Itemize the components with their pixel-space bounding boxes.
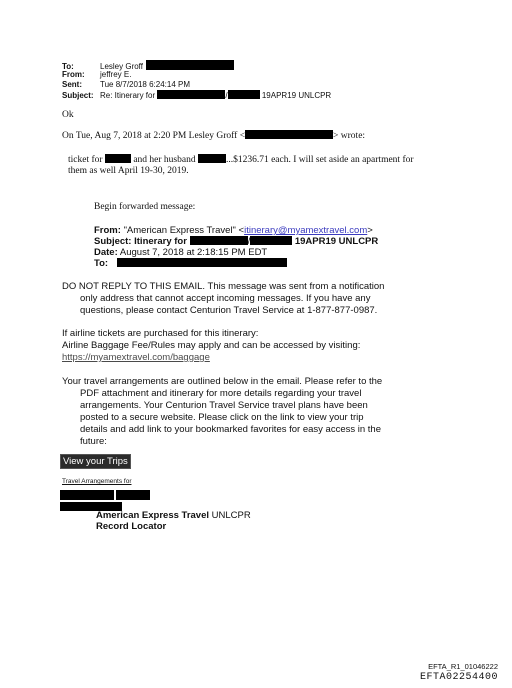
redaction [228, 90, 260, 99]
redaction [245, 130, 333, 139]
header-subject: Subject: Re: Itinerary for / 19APR19 UNLCPR [62, 91, 332, 100]
forwarded-subject-label: Subject: [94, 236, 132, 247]
quoted-intro-text: On Tue, Aug 7, 2018 at 2:20 PM Lesley Groff < [62, 131, 246, 141]
forwarded-from-value: "American Express Travel" < [123, 225, 245, 236]
footer-id-2: EFTA02254400 [419, 672, 498, 683]
sent-label: Sent: [62, 80, 82, 89]
quoted-intro-end: > wrote: [333, 131, 366, 141]
view-trips-button[interactable]: View your Trips [60, 454, 131, 469]
amex-line [96, 510, 251, 522]
amex-code: UNLCPR [211, 510, 251, 521]
redaction [146, 60, 234, 70]
reply-text: Ok [62, 110, 74, 120]
quoted-line-1 [68, 154, 414, 165]
forwarded-from-email[interactable]: itinerary@myamextravel.com [244, 225, 368, 236]
forwarded-from-label: From: [94, 225, 121, 236]
sent-value: Tue 8/7/2018 6:24:14 PM [100, 80, 190, 89]
redaction [117, 258, 287, 267]
redaction [190, 236, 248, 245]
notice-line-2: only address that cannot accept incoming messages. If you have any [80, 293, 371, 304]
arrangements-line-2: PDF attachment and itinerary for more details regarding your travel [80, 388, 362, 399]
forwarded-subject-value: Itinerary for [134, 236, 187, 247]
redaction [105, 154, 131, 163]
quoted-text: and her husband [133, 155, 196, 165]
header-sent [62, 80, 190, 90]
subject-prefix: Re: Itinerary for [100, 91, 156, 100]
forwarded-to-label: To: [94, 258, 109, 269]
header-from [62, 70, 131, 80]
redaction [198, 154, 226, 163]
arrangements-line-1: Your travel arrangements are outlined below in the email. Please refer to the [62, 376, 383, 387]
forwarded-date-label: Date: [94, 247, 118, 258]
quoted-text: ticket for [68, 155, 103, 165]
baggage-line-2: Airline Baggage Fee/Rules may apply and can be accessed by visiting: [62, 340, 361, 351]
forwarded-subject-suffix: 19APR19 UNLCPR [294, 236, 379, 247]
redaction [250, 236, 292, 245]
record-locator: Record Locator [96, 521, 167, 532]
quoted-intro [62, 130, 365, 141]
subject-suffix: 19APR19 UNLCPR [261, 91, 332, 100]
forwarded-subject: Subject: Itinerary for / 19APR19 UNLCPR [94, 236, 379, 247]
footer-id-1: EFTA_R1_01046222 [428, 662, 498, 671]
baggage-link[interactable]: https://myamextravel.com/baggage [62, 352, 210, 363]
forwarded-date-value: August 7, 2018 at 2:18:15 PM EDT [119, 247, 268, 258]
redaction [157, 90, 225, 99]
from-label: From: [62, 70, 85, 79]
notice-line-3: questions, please contact Centurion Travel Service at 1-877-877-0987. [80, 305, 378, 316]
arrangements-line-6: future: [80, 436, 107, 447]
forwarded-to [94, 258, 287, 270]
notice-line-1: DO NOT REPLY TO THIS EMAIL. This message was sent from a notification [62, 281, 385, 292]
travel-arrangements-label: Travel Arrangements for [62, 478, 132, 485]
baggage-line-1: If airline tickets are purchased for this itinerary: [62, 328, 259, 339]
from-value: jeffrey E. [100, 70, 132, 79]
to-label: To: [62, 62, 74, 71]
arrangements-line-5: details and add link to your bookmarked favorites for easy access in the [80, 424, 381, 435]
arrangements-line-3: arrangements. Your Centurion Travel Service travel plans have been [80, 400, 368, 411]
to-value: Lesley Groff [100, 62, 143, 71]
forwarded-from [94, 225, 373, 237]
amex-name: American Express Travel [96, 510, 210, 521]
forwarded-date [94, 247, 267, 259]
arrangements-line-4: posted to a secure website. Please click on the link to view your trip [80, 412, 364, 423]
quoted-text: ...$1236.71 each. I will set aside an apartment for [225, 155, 414, 165]
quoted-line-2: them as well April 19-30, 2019. [68, 166, 189, 176]
forwarded-intro: Begin forwarded message: [94, 202, 196, 212]
subject-label: Subject: [62, 91, 94, 100]
forwarded-from-end: > [367, 225, 373, 236]
